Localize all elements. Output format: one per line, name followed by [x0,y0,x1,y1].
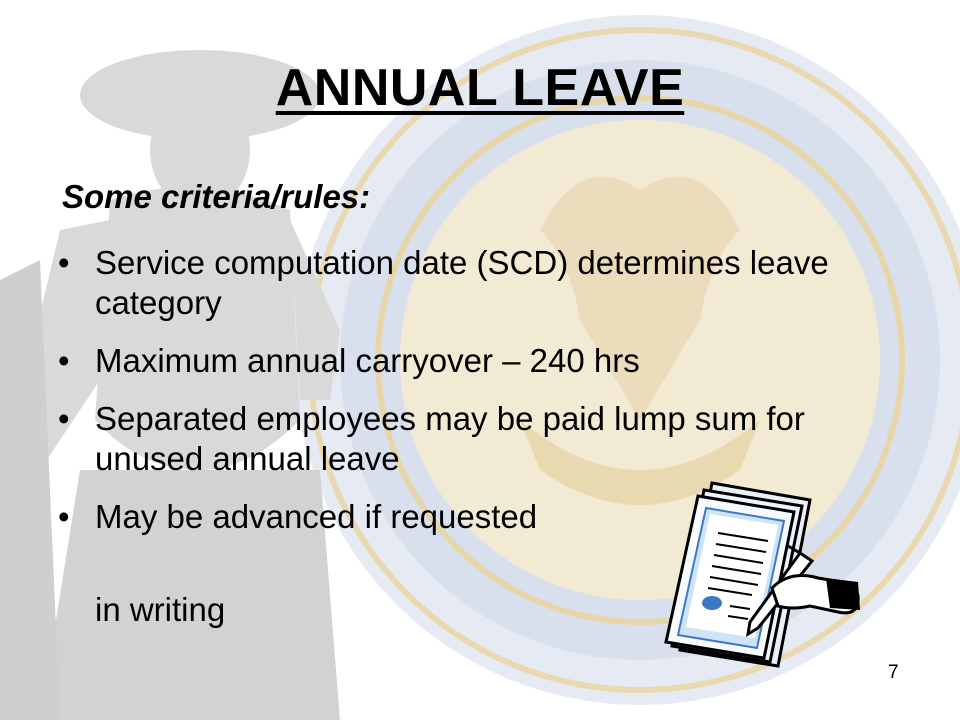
bullet-marker: • [58,342,70,379]
bullet-text: Service computation date (SCD) determines leave category [95,244,829,321]
bullet-marker: • [58,498,70,535]
slide-subtitle: Some criteria/rules: [62,178,371,215]
bullet-marker: • [58,400,70,437]
slide-title: ANNUAL LEAVE [275,59,685,117]
document-with-pen-icon [660,478,865,668]
bullet-item [58,399,858,479]
bullet-text: Separated employees may be paid lump sum for unused annual leave [95,400,805,477]
bullet-item [58,341,858,381]
bullet-marker: • [58,244,70,281]
bullet-continuation: in writing [95,591,226,628]
bullet-item [58,243,858,323]
bullet-text: Maximum annual carryover – 240 hrs [95,342,640,379]
bullet-text: May be advanced if requested [95,498,538,535]
page-number: 7 [888,662,899,683]
